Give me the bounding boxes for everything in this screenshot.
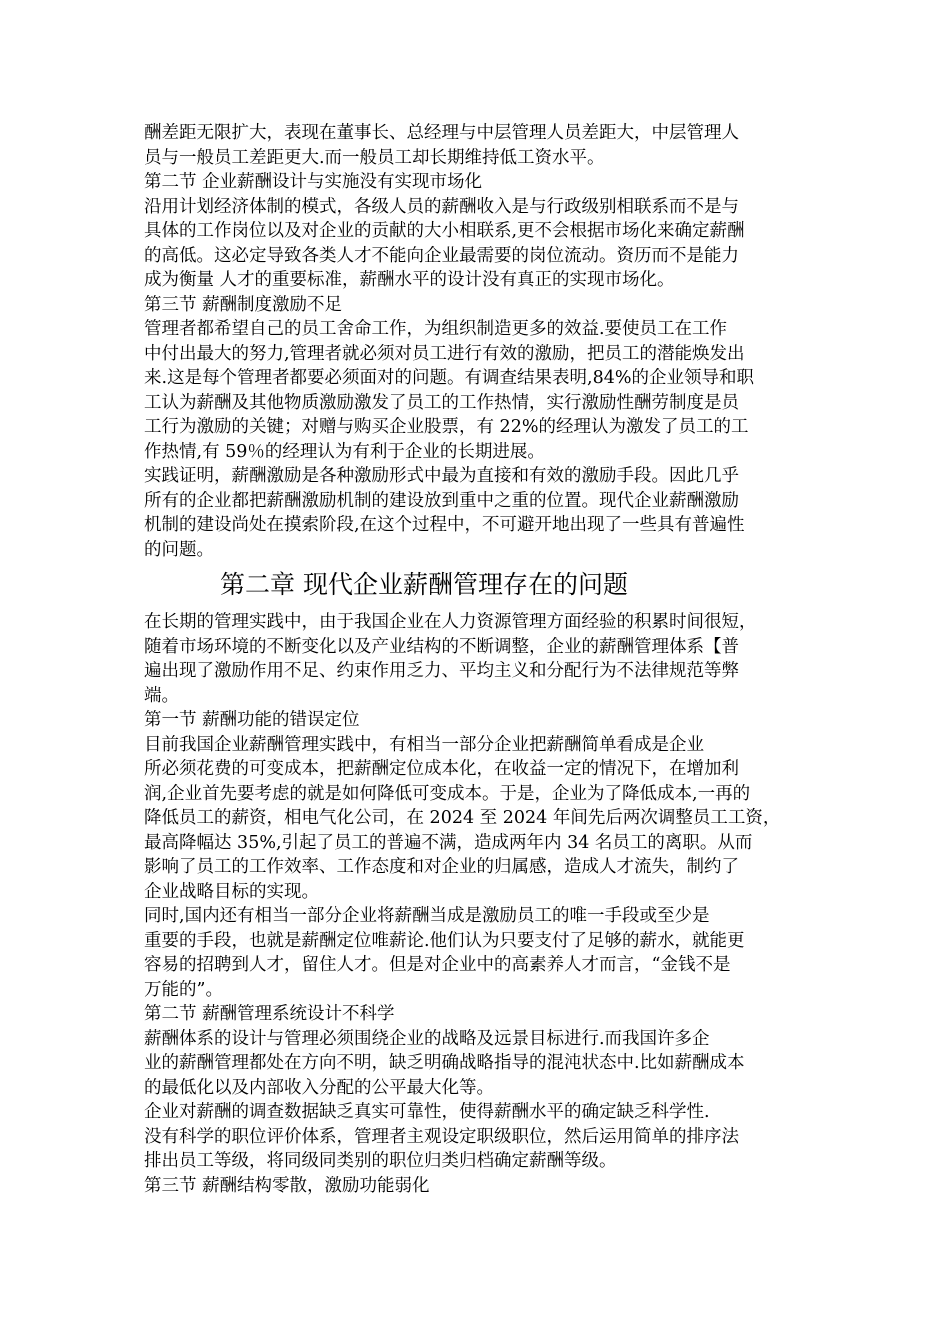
paragraph-managers-incentive: 管理者都希望自己的员工舍命工作，为组织制造更多的效益.要使员工在工作 中付出最大的努力,管理者就必须对员工进行有效的激励，把员工的潜能焕发出 来.这是每个管理者都要必须面对的问题。有调查结果表明,84%的企业领导和职 工认为薪酬及其他物质激励激发了员工的工作热情，实行激励性酬劳制度是员 工行为激励的关键；对赠与购买企业股票，有 22%的经理认为激发了员工的工 作热情,有 59％的经理认为有利于企业的长期进展。 — [144, 319, 755, 462]
section-heading-system-design: 第二节 薪酬管理系统设计不科学 — [144, 1004, 395, 1024]
paragraph-long-practice: 在长期的管理实践中，由于我国企业在人力资源管理方面经验的积累时间很短， 随着市场环境的不断变化以及产业结构的不断调整，企业的薪酬管理体系【普 遍出现了激励作用不足、约束作用乏力、平均主义和分配行为不法律规范等弊 端。 — [144, 612, 757, 706]
paragraph-practice-proves: 实践证明，薪酬激励是各种激励形式中最为直接和有效的激励手段。因此几乎 所有的企业都把薪酬激励机制的建设放到重中之重的位置。现代企业薪酬激励 机制的建设尚处在摸索阶段,在这个过程中，不可避开地出现了一些具有普遍性 的问题。 — [144, 466, 745, 560]
section-heading-incentive: 第三节 薪酬制度激励不足 — [144, 294, 343, 315]
chapter-heading: 第二章 现代企业薪酬管理存在的问题 — [220, 570, 628, 599]
section-heading-structure: 第三节 薪酬结构零散，激励功能弱化 — [144, 1175, 430, 1196]
paragraph-planned-economy: 沿用计划经济体制的模式，各级人员的薪酬收入是与行政级别相联系而不是与 具体的工作岗位以及对企业的贡献的大小相联系,更不会根据市场化来确定薪酬 的高低。这必定导致各类人才不能向企业最需要的岗位流动。资历而不是能力 成为衡量 人才的重要标准，薪酬水平的设计没有真正的实现市场化。 — [144, 196, 745, 290]
paragraph-variable-cost: 目前我国企业薪酬管理实践中，有相当一部分企业把薪酬简单看成是企业 所必须花费的可变成本，把薪酬定位成本化，在收益一定的情况下，在增加利 润,企业首先要考虑的就是如何降低可变成本。于是，企业为了降低成本,一再的 降低员工的薪资，相电气化公司，在 2024 至 2024 年间先后两次调整员工工资， 最高降幅达 35%,引起了员工的普遍不满，造成两年内 34 名员工的离职。从而 影响了员工的工作效率、工作态度和对企业的归属感，造成人才流失，制约了 企业战略目标的实现。 — [144, 734, 781, 902]
paragraph-pay-gap: 酬差距无限扩大，表现在董事长、总经理与中层管理人员差距大，中层管理人 员与一般员工差距更大.而一般员工却长期维持低工资水平。 — [144, 123, 739, 168]
section-heading-positioning: 第一节 薪酬功能的错误定位 — [144, 710, 360, 730]
paragraph-pay-only: 同时,国内还有相当一部分企业将薪酬当成是激励员工的唯一手段或至少是 重要的手段，也就是薪酬定位唯薪论.他们认为只要支付了足够的薪水，就能更 容易的招聘到人才，留住人才。但是对企业中的高素养人才而言，“金钱不是 万能的”。 — [144, 906, 745, 1000]
paragraph-strategy: 薪酬体系的设计与管理必须围绕企业的战略及远景目标进行.而我国许多企 业的薪酬管理都处在方向不明，缺乏明确战略指导的混沌状态中.比如薪酬成本 的最低化以及内部收入分配的公平最大化等。 — [144, 1028, 745, 1098]
paragraph-survey-data: 企业对薪酬的调查数据缺乏真实可靠性，使得薪酬水平的确定缺乏科学性. 没有科学的职位评价体系，管理者主观设定职级职位，然后运用简单的排序法 排出员工等级，将同级同类别的职位归类归档确定薪酬等级。 — [144, 1102, 739, 1171]
section-heading-market: 第二节 企业薪酬设计与实施没有实现市场化 — [144, 172, 483, 192]
document-page — [144, 121, 814, 1198]
